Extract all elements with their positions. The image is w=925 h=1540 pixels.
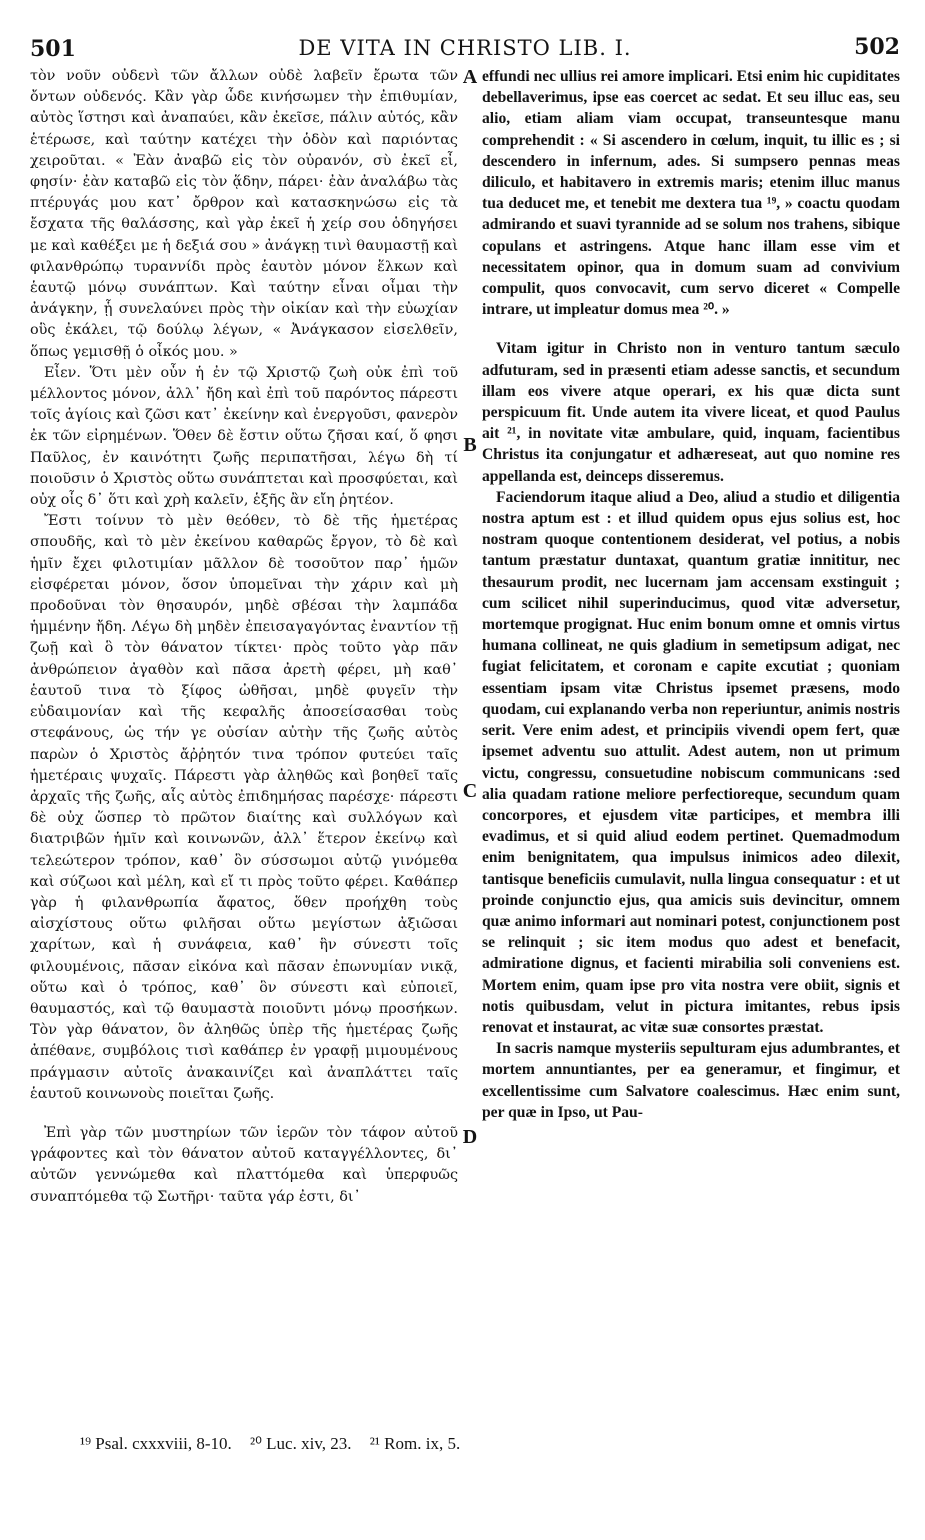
paragraph-gap	[482, 320, 900, 338]
footnote-19: ¹⁹ Psal. cxxxviii, 8-10.	[80, 1434, 232, 1453]
latin-paragraph-3: Faciendorum itaque aliud a Deo, aliud a studio et diligentia nostra aptum est : et illud quidem opus ejus solius est, hoc nostram quoque contentionem desiderat, vel potius, a nobis tantum præstatur duntaxat, quantum gratiæ innititur, nec thesaurum prodit, nec lucernam jam accensam exstinguit ; cum scilicet nihil superinducimus, quod vitæ adversetur, mortemque progignat. Huc enim bonum omne et omnis virtus humana collineat, ne quis gladium in semetipsum adigat, nec fugiat felicitatem, et coronam e capite excutiat ; quoniam essentiam ipsam vitæ Christus ipsemet præsens, modo quodam, cui explanando verba non reperiuntur, animis nostris serit. Vere enim adest, et principiis vivendi opem fert, quæ ipsemet adventu suo attulit. Adest autem, non ut primum victu, congressu, consuetudine nobiscum communicans :sed alia quadam ratione meliore perfectioreque, secundum quam concorpores, et ejusdem vitæ participes, et membra illi evadimus, et si quid aliud eodem pertinet. Quemadmodum enim benignitatem, qua impulsus inimicos adeo dilexit, tantisque beneficiis cumulavit, nulla lingua consequatur : et ut proinde conjunctio ejus, qua amicis suis devincitur, omnem quæ animo informari aut nominari potest, conjunctionem post se relinquit ; sic item modus quo adest et benefacit, admiratione dignus, et facienti mirabilia soli conveniens est. Mortem enim, quam ipse pro vita nostra vere obiit, signis et notis quibusdam, velut in pictura imitantes, rebus ipsis renovat et instaurat, ac vitæ suæ consortes præstat.	[482, 488, 900, 1036]
greek-paragraph-3: Ἔστι τοίνυν τὸ μὲν θεόθεν, τὸ δὲ τῆς ἡμετέρας σπουδῆς, καὶ τὸ μὲν ἐκείνου καθαρῶς ἔργον, τὸ δὲ καὶ ἡμῖν ἔχει φιλοτιμίαν μᾶλλον δὲ τοσοῦτον παρ᾽ ἡμῶν εἰσφέρεται μόνον, ὅσον ὑπομεῖναι τὴν χάριν καὶ μὴ προδοῦναι τὸν θησαυρόν, μηδὲ σβέσαι τὴν λαμπάδα ἡμμένην ἤδη. Λέγω δὴ μηδὲν ἐπεισαγαγόντας ἐναντίον τῇ ζωῇ καὶ ὃ τὸν θάνατον τίκτει· πρὸς τοῦτο γὰρ πᾶν ἀνθρώπειον ἀγαθὸν καὶ πᾶσα ἀρετὴ φέρει, μὴ καθ᾽ ἑαυτοῦ τινα τὸ ξίφος ὠθῆσαι, μηδὲ φυγεῖν τὴν εὐδαιμονίαν καὶ τῆς κεφαλῆς ἀποσείσασθαι τοὺς στεφάνους, ὡς τήν γε οὐσίαν αὐτὴν τῆς ζωῆς αὐτὸς παρὼν ὁ Χριστὸς ἄῤῥητόν τινα τρόπον φυτεύει ταῖς ἡμετέραις ψυχαῖς. Πάρεστι γὰρ ἀληθῶς καὶ βοηθεῖ ταῖς ἀρχαῖς τῆς ζωῆς, αἷς αὐτὸς ἐπιδημήσας παρέσχε· πάρεστι δὲ οὐχ ὥσπερ τὸ πρῶτον διαίτης καὶ συλλόγων καὶ διατριβῶν ἡμῖν καὶ κοινωνῶν, ἀλλ᾽ ἕτερον ἐκείνῳ καὶ τελεώτερον τρόπον, καθ᾽ ὃν σύσσωμοι αὐτῷ γινόμεθα καὶ σύζωοι καὶ μέλη, καὶ εἴ τι πρὸς τοῦτο φέρει. Καθάπερ γὰρ ἡ φιλανθρωπία ἄφατος, ὅθεν προήχθη τοὺς αἰσχίστους οὕτω φιλῆσαι οὕτω μεγίστων ἀξιῶσαι χαρίτων, καὶ ἡ συνάφεια, καθ᾽ ἣν σύνεστι τοῖς φιλουμένοις, πᾶσαν εἰκόνα καὶ πᾶσαν ἐπωνυμίαν νικᾷ, οὕτω καὶ ὁ τρόπος, καθ᾽ ὃν σύνεστι καὶ εὐποιεῖ, θαυμαστός, καὶ τῷ θαυμαστὰ ποιοῦντι μόνῳ προσήκων. Τὸν γὰρ θάνατον, ὃν ἀληθῶς ὑπὲρ τῆς ἡμετέρας ζωῆς ἀπέθανε, συμβόλοις τισὶ καθάπερ ἐν γραφῇ μιμουμένους πράγμασιν αὐτοῖς ἀνακαινίζει καὶ ἀναπλάττει ταῖς ἑαυτοῦ κοινωνοὺς ποιεῖται ζωῆς.	[30, 513, 458, 1102]
latin-paragraph-4: In sacris namque mysteriis sepulturam ejus adumbrantes, et mortem annuntiantes, per ea generamur, et fingimur, et excellentissime cum Salvatore coalescimus. Hæc enim sunt, per quæ in Ipso, ut Pau-	[482, 1040, 900, 1121]
book-page	[30, 30, 900, 1520]
greek-paragraph-2: Εἶεν. Ὅτι μὲν οὖν ἡ ἐν τῷ Χριστῷ ζωὴ οὐκ ἐπὶ τοῦ μέλλοντος μόνον, ἀλλ᾽ ἤδη καὶ ἐπὶ τοῦ παρόντος πάρεστι τοῖς ἁγίοις καὶ ζῶσι κατ᾽ ἐκείνην καὶ ἐνεργοῦσι, φανερὸν ἐκ τῶν εἰρημένων. Ὅθεν δὲ ἔστιν οὕτω ζῆσαι καί, ὅ φησι Παῦλος, ἐν καινότητι ζωῆς περιπατῆσαι, λέγω δὴ τί ποιοῦσιν ὁ Χριστὸς οὕτω συνάπτεται καὶ προσφύεται, καὶ οὐχ οἷς δ᾽ ὅτι καὶ χρὴ καλεῖν, ἑξῆς ἂν εἴη ῥητέον.	[30, 364, 458, 509]
greek-column	[30, 66, 458, 1208]
margin-letters	[458, 66, 482, 1466]
greek-paragraph-4: Ἐπὶ γὰρ τῶν μυστηρίων τῶν ἱερῶν τὸν τάφον αὐτοῦ γράφοντες καὶ τὸν θάνατον αὐτοῦ καταγγέλλοντες, δι᾽ αὐτῶν γεννώμεθα καὶ πλαττόμεθα καὶ ὑπερφυῶς συναπτόμεθα τῷ Σωτῆρι· ταῦτα γάρ ἐστι, δι᾽	[30, 1124, 458, 1205]
latin-paragraph-1: effundi nec ullius rei amore implicari. Etsi enim hic cupiditates debellaverimus, ipse eas coercet ac sedat. Et seu illuc eas, seu alio, etiam aliam viam occupat, transeuntesque manu comprehendit : « Si ascendero in cœlum, inquit, tu illic es ; si descendero in infernum, ades. Si sumpsero pennas meas diliculo, et habitavero in extremis maris; etenim illuc manus tua deducet me, et tenebit me dextera tua ¹⁹, » coactu quodam admirando et suavi tyrannide ad se solum nos trahens, sibique copulans et astringens. Atque hanc illam esse vim et necessitatem opinor, qua in domum suam ad convivium compulit, quos convocavit, cum servo diceret « Compelle intrare, ut impleatur domus mea ²⁰. »	[482, 68, 900, 319]
footnotes	[80, 1434, 474, 1454]
footnote-21: ²¹ Rom. ix, 5.	[369, 1434, 461, 1453]
latin-column	[482, 66, 900, 1123]
footnote-20: ²⁰ Luc. xiv, 23.	[250, 1434, 352, 1453]
margin-letter-c: C	[462, 780, 478, 802]
margin-letter-b: B	[463, 434, 477, 456]
paragraph-gap	[30, 1105, 458, 1123]
running-title: DE VITA IN CHRISTO LIB. I.	[298, 36, 632, 60]
greek-paragraph-1: τὸν νοῦν οὐδενὶ τῶν ἄλλων οὐδὲ λαβεῖν ἔρωτα τῶν ὄντων οὐδενός. Κἂν γὰρ ὧδε κινήσωμεν τὴν ἐπιθυμίαν, αὐτὸς ἵστησι καὶ ἀναπαύει, κἂν ἐκεῖσε, πάλιν αὐτός, κἂν ἑτέρωσε, καὶ ταύτην κατέχει τὴν ὁδὸν καὶ παριόντας χειροῦται. « Ἐὰν ἀναβῶ εἰς τὸν οὐρανόν, σὺ ἐκεῖ εἶ, φησίν· ἐὰν καταβῶ εἰς τὸν ᾅδην, πάρει· ἐὰν ἀναλάβω τὰς πτέρυγάς μου κατ᾽ ὄρθρον καὶ κατασκηνώσω εἰς τὰ ἔσχατα τῆς θαλάσσης, καὶ γὰρ ἐκεῖ ἡ χείρ σου ὁδηγήσει με καὶ καθέξει με ἡ δεξιά σου » ἀνάγκῃ τινὶ θαυμαστῇ καὶ φιλανθρώπῳ τυραννίδι πρὸς ἑαυτὸν μόνον ἕλκων καὶ ἑαυτῷ μόνῳ συνάπτων. Καὶ ταύτην εἶναι οἶμαι τὴν ἀνάγκην, ᾗ συνελαύνει πρὸς τὴν οἰκίαν καὶ τὴν εὐωχίαν οὓς ἐκάλει, τῷ δούλῳ λέγων, « Ἀνάγκασον εἰσελθεῖν, ὅπως γεμισθῇ ὁ οἶκός μου. »	[30, 68, 458, 360]
margin-letter-d: D	[462, 1126, 478, 1148]
page-number-left: 501	[30, 36, 76, 62]
page-number-right: 502	[854, 34, 900, 60]
latin-paragraph-2: Vitam igitur in Christo non in venturo tantum sæculo adfuturam, sed in præsenti etiam adesse sanctis, et secundum illam eos vivere atque operari, ex his quæ dicta sunt perspicuum fit. Unde autem ita vivere liceat, et quod Paulus ait ²¹, in novitate vitæ ambulare, quid, inquam, facientibus Christus ita conjungatur et adhæreseat, aut quo nomine res appellanda est, deinceps disseremus.	[482, 340, 900, 485]
margin-letter-a: A	[462, 66, 478, 88]
page-header	[30, 30, 900, 64]
